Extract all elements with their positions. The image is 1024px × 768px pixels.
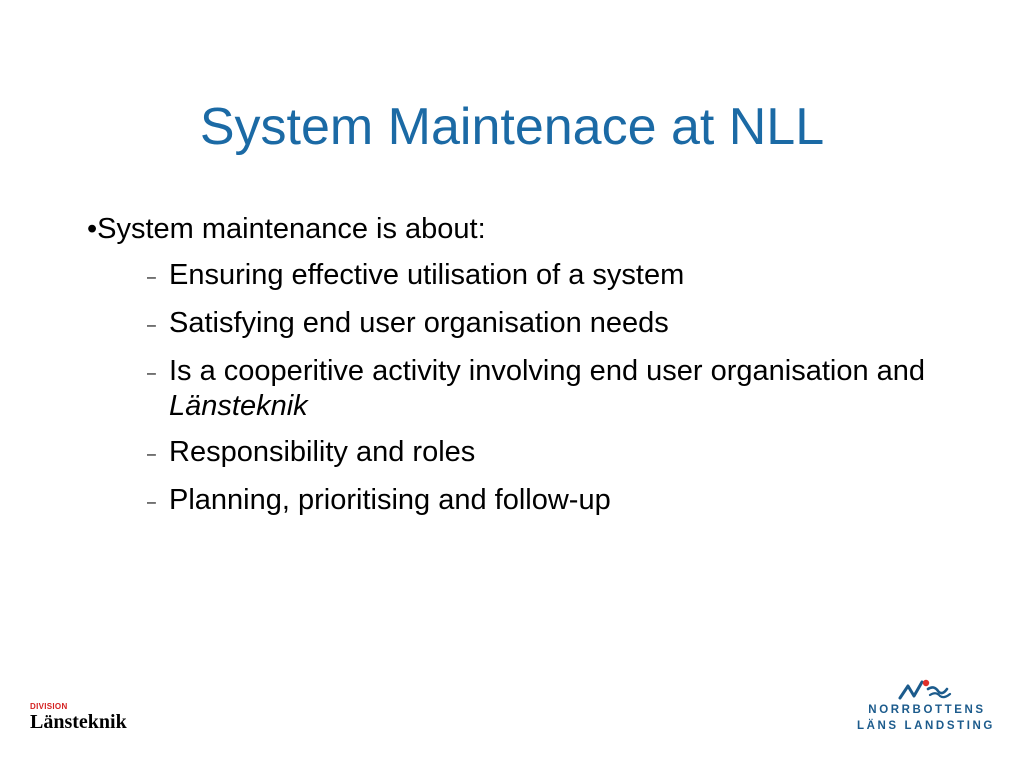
sub-bullet: [147, 435, 927, 472]
nll-mark-icon: [898, 678, 958, 700]
sub-bullet-text-with-emphasis: [169, 354, 927, 424]
slide-title: System Maintenace at NLL: [199, 98, 825, 156]
sub-bullet: [147, 483, 927, 520]
sub-bullet-text: Satisfying end user organisation needs: [169, 307, 669, 339]
emphasis-text: Länsteknik: [169, 390, 308, 422]
dash-marker: –: [147, 365, 156, 382]
dash-marker: –: [147, 317, 156, 334]
sub-bullet: [147, 354, 927, 424]
division-logo: [30, 702, 127, 733]
sub-bullet: [147, 258, 927, 295]
division-name: Länsteknik: [30, 711, 127, 733]
main-bullet-text: System maintenance is about:: [97, 213, 486, 245]
bullet-marker: •: [87, 213, 98, 245]
dash-marker: –: [147, 269, 156, 286]
main-bullet: [87, 211, 486, 247]
norrbottens-logo: [856, 678, 996, 738]
logo-text-line1: NORRBOTTENS: [868, 704, 986, 716]
logo-text-line2: LÄNS LANDSTING: [857, 720, 995, 732]
sub-bullet-text: Is a cooperitive activity involving end user organisation and: [169, 355, 926, 387]
sub-bullet-text: Ensuring effective utilisation of a system: [169, 259, 685, 291]
division-label: DIVISION: [30, 702, 68, 711]
dash-marker: –: [147, 494, 156, 511]
sub-bullet-list: [147, 258, 927, 531]
sub-bullet-text: Planning, prioritising and follow-up: [169, 484, 611, 516]
dash-marker: –: [147, 446, 156, 463]
sub-bullet: [147, 306, 927, 343]
sub-bullet-text: Responsibility and roles: [169, 436, 476, 468]
